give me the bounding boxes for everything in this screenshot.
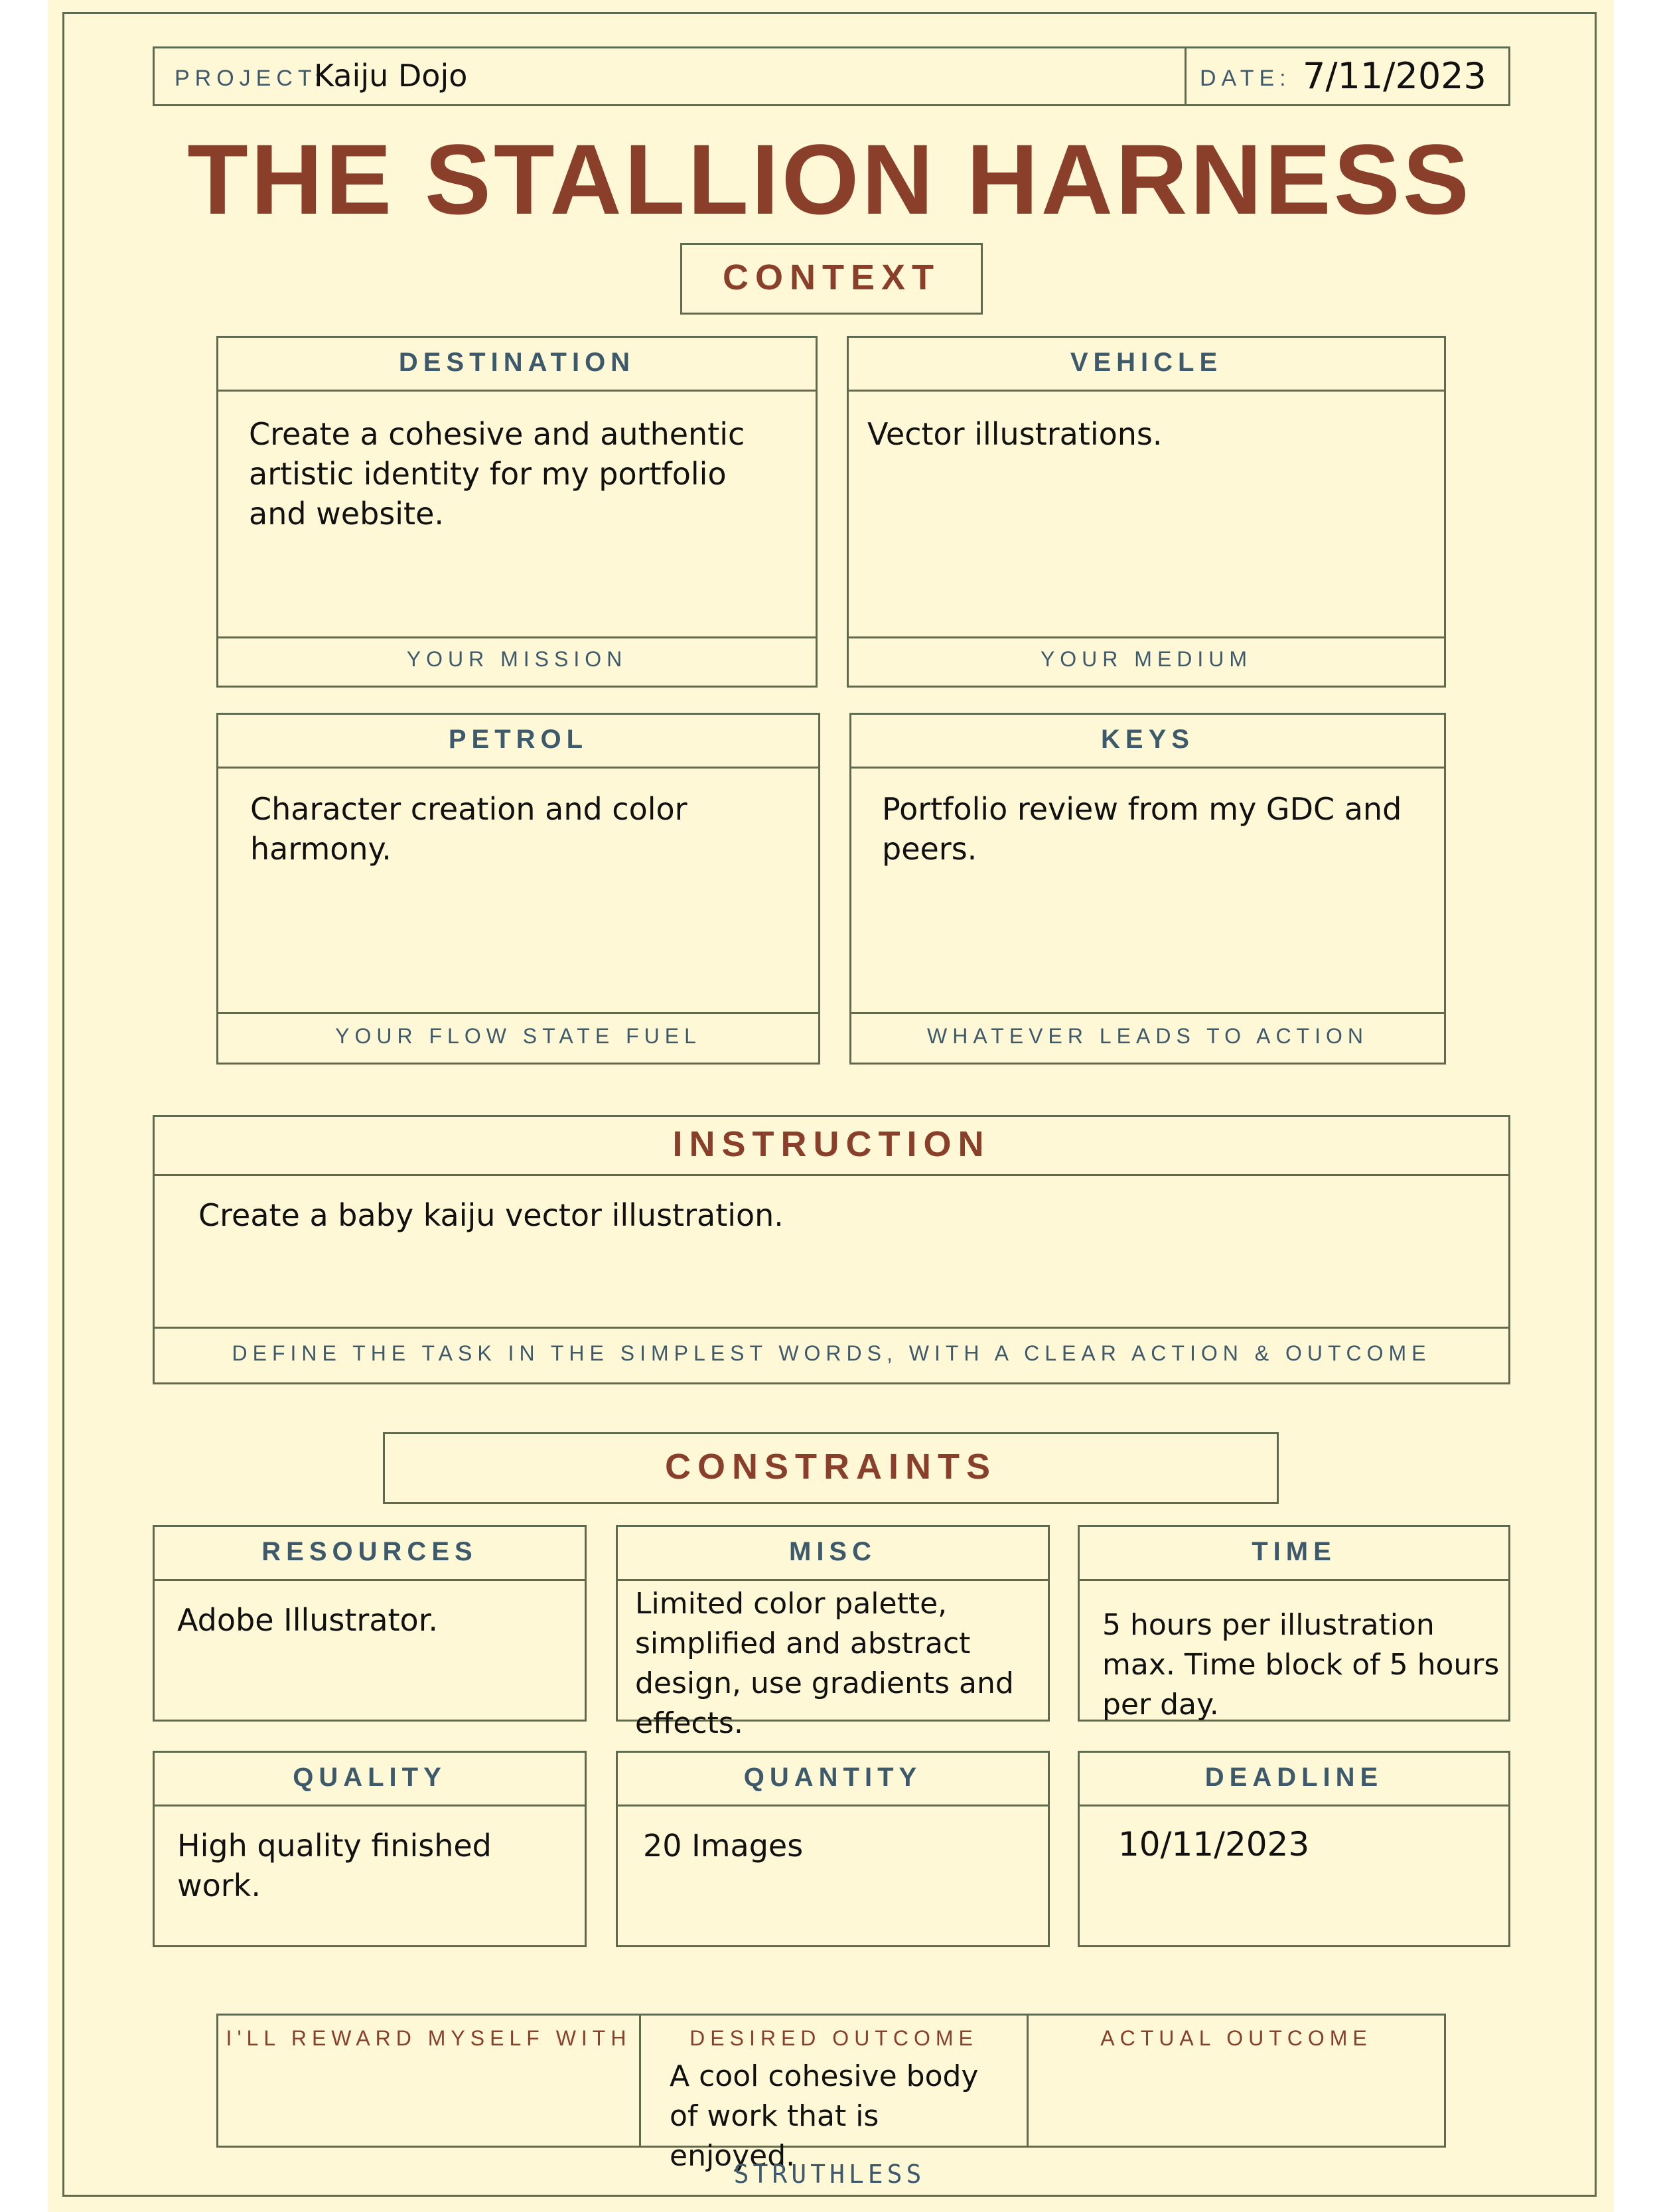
instruction-footer: DEFINE THE TASK IN THE SIMPLEST WORDS, WITH A CLEAR ACTION & OUTCOME [232,1341,1431,1365]
date-value[interactable]: 7/11/2023 [1303,55,1486,97]
date-label: DATE: [1200,66,1291,91]
misc-text[interactable]: Limited color palette, simplified and abstract design, use gradients and effects. [635,1587,1014,1740]
destination-label: DESTINATION [398,348,636,377]
brand-signature: STRUTHLESS [733,2160,926,2189]
destination-box [216,336,818,688]
keys-footer: WHATEVER LEADS TO ACTION [927,1024,1368,1048]
resources-text[interactable]: Adobe Illustrator. [177,1602,438,1638]
instruction-box [153,1115,1510,1384]
quality-label: QUALITY [293,1763,447,1792]
vehicle-text[interactable]: Vector illustrations. [867,416,1163,452]
desired-outcome-label: DESIRED OUTCOME [689,2026,978,2050]
deadline-label: DEADLINE [1204,1763,1384,1792]
vehicle-footer: YOUR MEDIUM [1040,647,1253,671]
keys-text[interactable]: Portfolio review from my GDC and peers. [882,791,1402,867]
time-box [1078,1525,1510,1722]
time-text[interactable]: 5 hours per illustration max. Time block of 5 hours per day. [1102,1608,1500,1722]
actual-outcome-label: ACTUAL OUTCOME [1100,2026,1372,2050]
quantity-label: QUANTITY [743,1763,922,1792]
header-bar [153,46,1510,106]
project-label: PROJECT: [175,66,326,91]
vehicle-label: VEHICLE [1070,348,1223,377]
desired-outcome-text[interactable]: A cool cohesive body of work that is enjoyed. [670,2059,979,2173]
resources-box [153,1525,587,1722]
keys-box [849,713,1446,1065]
destination-footer: YOUR MISSION [406,647,628,671]
misc-label: MISC [789,1537,877,1566]
constraints-heading: CONSTRAINTS [665,1447,997,1487]
context-heading-box [680,243,983,315]
quality-text[interactable]: High quality finished work. [177,1828,492,1903]
page-title: THE STALLION HARNESS [187,123,1472,235]
time-label: TIME [1252,1537,1336,1566]
quantity-box [616,1751,1050,1947]
petrol-label: PETROL [448,725,589,754]
context-heading: CONTEXT [722,258,940,297]
project-value[interactable]: Kaiju Dojo [314,58,468,94]
instruction-text[interactable]: Create a baby kaiju vector illustration. [198,1197,784,1233]
petrol-footer: YOUR FLOW STATE FUEL [335,1024,701,1048]
instruction-heading: INSTRUCTION [672,1124,991,1164]
vehicle-box [847,336,1446,688]
deadline-text[interactable]: 10/11/2023 [1118,1825,1310,1864]
reward-label: I'LL REWARD MYSELF WITH [226,2026,632,2050]
keys-label: KEYS [1101,725,1194,754]
deadline-box [1078,1751,1510,1947]
constraints-heading-box [383,1432,1279,1504]
misc-box [616,1525,1050,1740]
resources-label: RESOURCES [261,1537,478,1566]
quality-box [153,1751,587,1947]
outcomes-row [216,2014,1446,2173]
quantity-text[interactable]: 20 Images [643,1828,804,1864]
destination-text[interactable]: Create a cohesive and authentic artistic identity for my portfolio and website. [249,416,745,532]
petrol-box [216,713,820,1065]
petrol-text[interactable]: Character creation and color harmony. [250,791,687,867]
